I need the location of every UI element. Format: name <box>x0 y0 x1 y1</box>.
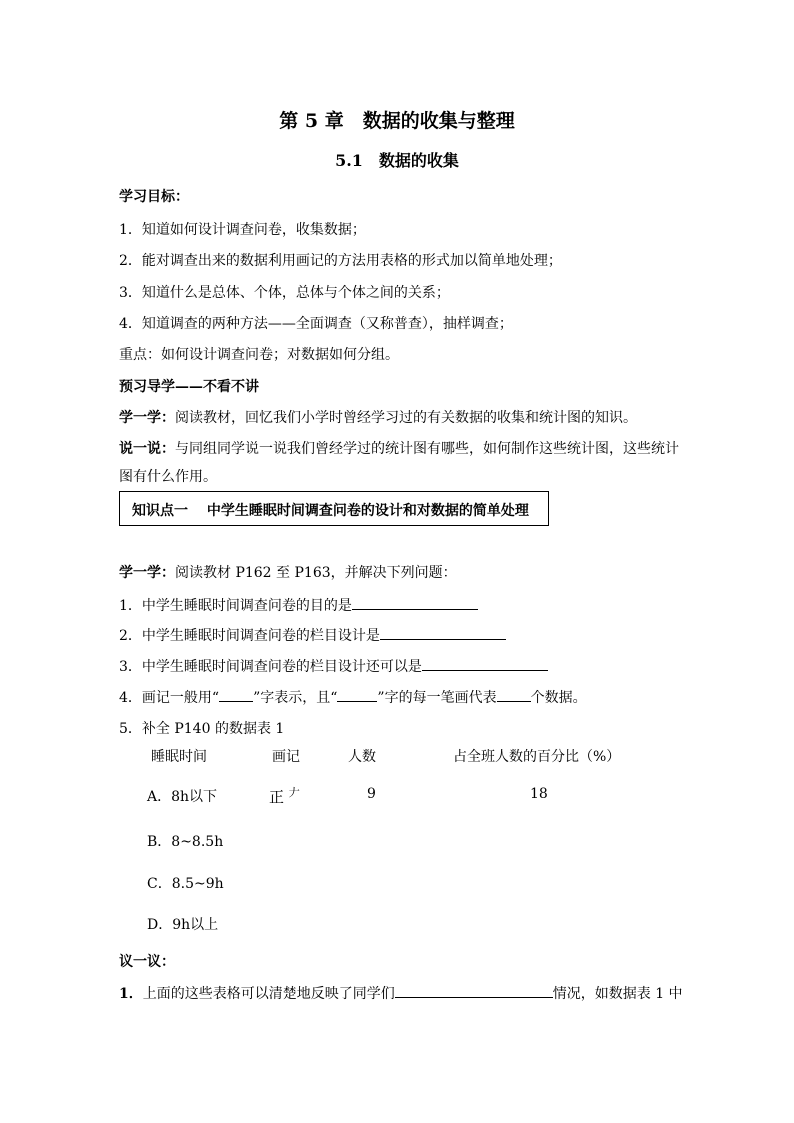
question-text: 4．画记一般用“ <box>119 690 220 706</box>
objective-item: 1．知道如何设计调查问卷，收集数据； <box>119 222 366 238</box>
tally-mark-partial: 𠂇 <box>288 786 300 799</box>
table-row-tally <box>269 786 300 807</box>
chapter-title: 第 5 章 数据的收集与整理 <box>279 110 515 132</box>
question-text: 2．中学生睡眠时间调查问卷的栏目设计是 <box>119 628 380 644</box>
table-row-label: A．8h以下 <box>147 789 218 805</box>
answer-blank[interactable] <box>395 983 553 998</box>
answer-blank[interactable] <box>497 687 531 702</box>
table-header-count: 人数 <box>348 749 376 765</box>
question-5: 5．补全 P140 的数据表 1 <box>119 721 285 737</box>
question-2 <box>119 625 506 645</box>
discuss-num: 1． <box>119 986 143 1002</box>
table-header-time: 睡眠时间 <box>151 749 207 765</box>
table-row-percent: 18 <box>530 786 548 802</box>
discuss-text: 情况，如数据表 1 中 <box>552 986 683 1002</box>
table-row-count: 9 <box>367 786 376 802</box>
learn-line-2 <box>119 562 457 582</box>
tally-mark: 正 <box>269 788 289 806</box>
question-text: 3．中学生睡眠时间调查问卷的栏目设计还可以是 <box>119 659 422 675</box>
question-4 <box>119 687 587 707</box>
knowledge-point-box <box>119 491 549 526</box>
table-row-label: B．8~8.5h <box>147 834 224 850</box>
key-points: 重点：如何设计调查问卷；对数据如何分组。 <box>119 347 399 363</box>
answer-blank[interactable] <box>219 687 253 702</box>
objective-item: 3．知道什么是总体、个体，总体与个体之间的关系； <box>119 285 450 301</box>
table-row-label: D．9h以上 <box>147 917 219 933</box>
learn-label: 学一学： <box>119 565 175 581</box>
objective-item: 2．能对调查出来的数据利用画记的方法用表格的形式加以简单地处理； <box>119 253 562 269</box>
question-1 <box>119 595 478 615</box>
preview-heading-text: 预习导学——不看不讲 <box>119 379 259 395</box>
section-title: 5.1 数据的收集 <box>335 151 459 170</box>
say-line <box>119 438 679 458</box>
question-text: 1．中学生睡眠时间调查问卷的目的是 <box>119 598 352 614</box>
say-text: 与同组同学说一说我们曾经学过的统计图有哪些，如何制作这些统计图，这些统计 <box>175 441 679 457</box>
learn-line <box>119 407 637 427</box>
objectives-heading: 学习目标： <box>119 189 189 205</box>
objective-item: 4．知道调查的两种方法——全面调查（又称普查），抽样调查； <box>119 316 513 332</box>
knowledge-point-title: 知识点一 中学生睡眠时间调查问卷的设计和对数据的简单处理 <box>132 503 529 519</box>
discuss-heading: 议一议： <box>119 954 175 970</box>
say-line-cont: 图有什么作用。 <box>119 469 217 485</box>
discuss-item-1 <box>119 983 683 1003</box>
table-header-tally: 画记 <box>272 749 300 765</box>
say-label: 说一说： <box>119 441 175 457</box>
question-text: ”字表示，且“ <box>253 690 338 706</box>
answer-blank[interactable] <box>422 656 548 671</box>
answer-blank[interactable] <box>352 595 478 610</box>
preview-heading <box>119 376 259 396</box>
question-3 <box>119 656 548 676</box>
learn-label: 学一学： <box>119 410 175 426</box>
learn-text: 阅读教材 P162 至 P163，并解决下列问题： <box>175 565 457 581</box>
question-text: 个数据。 <box>530 690 587 706</box>
table-row-label: C．8.5~9h <box>147 876 224 892</box>
answer-blank[interactable] <box>380 625 506 640</box>
discuss-text: 上面的这些表格可以清楚地反映了同学们 <box>142 986 395 1002</box>
answer-blank[interactable] <box>337 687 377 702</box>
learn-text: 阅读教材，回忆我们小学时曾经学习过的有关数据的收集和统计图的知识。 <box>175 410 637 426</box>
question-text: ”字的每一笔画代表 <box>377 690 497 706</box>
table-header-percent: 占全班人数的百分比（%） <box>453 749 621 765</box>
